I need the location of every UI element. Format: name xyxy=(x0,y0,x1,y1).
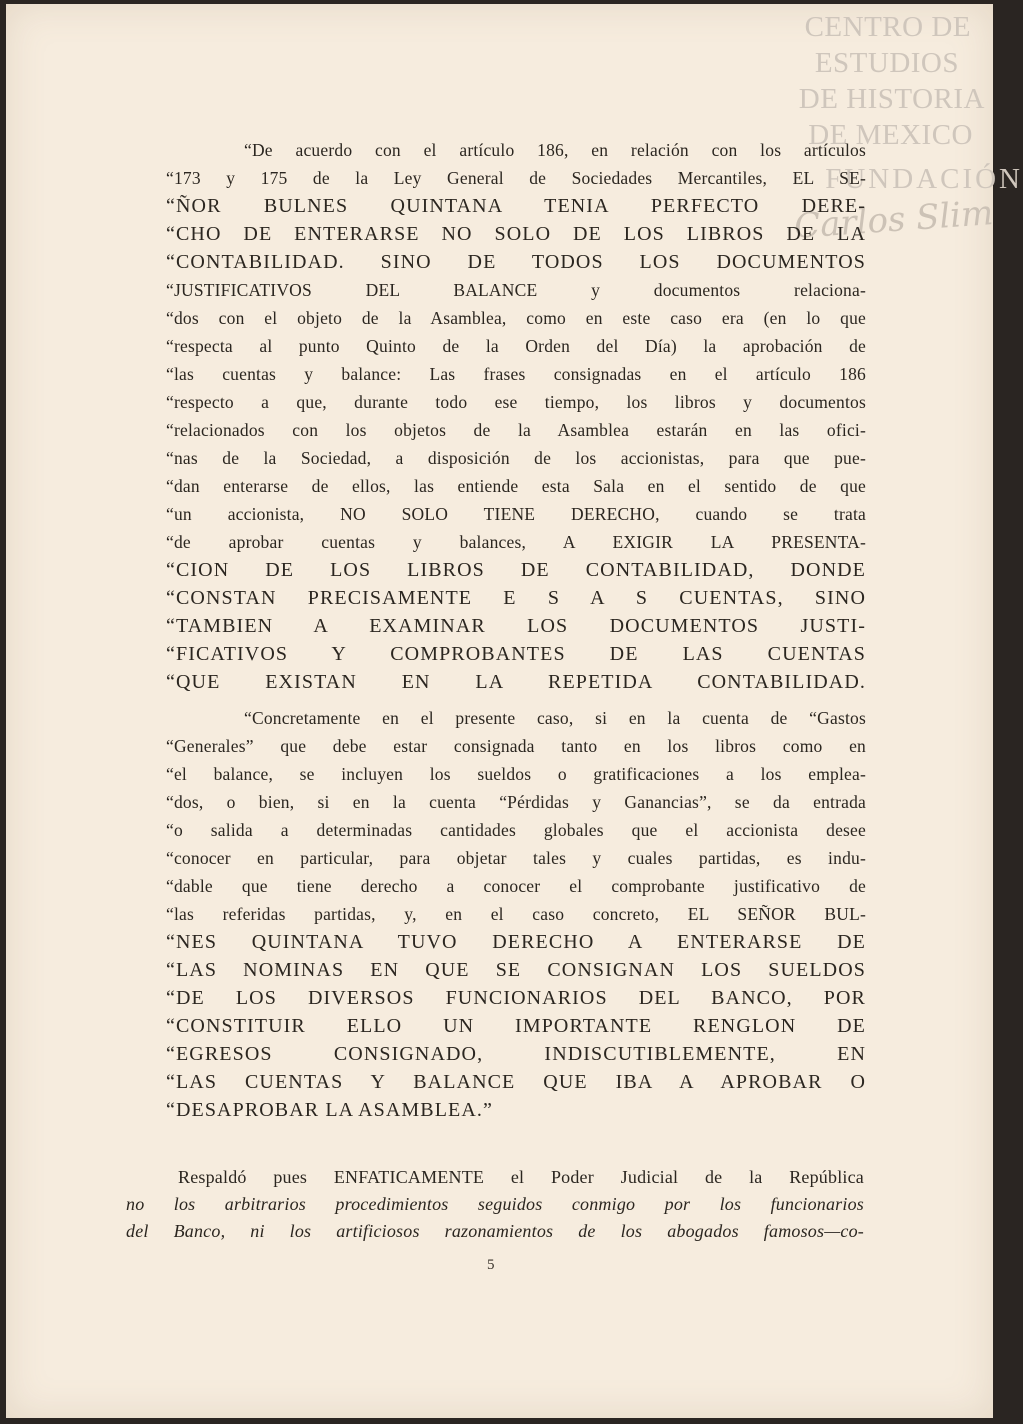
text-line: “LAS NOMINAS EN QUE SE CONSIGNAN LOS SUELDOS xyxy=(166,959,866,981)
text-line: “conocer en particular, para objetar tales y cuales partidas, es indu- xyxy=(166,848,866,868)
text-line: “relacionados con los objetos de la Asamblea estarán en las ofici- xyxy=(166,420,866,440)
text-line: “CONSTITUIR ELLO UN IMPORTANTE RENGLON DE xyxy=(166,1015,866,1037)
text-line: “QUE EXISTAN EN LA REPETIDA CONTABILIDAD. xyxy=(166,671,866,693)
text-line: “Generales” que debe estar consignada tanto en los libros como en xyxy=(166,736,866,756)
text-line: “respecta al punto Quinto de la Orden del Día) la aprobación de xyxy=(166,336,866,356)
text-line: “nas de la Sociedad, a disposición de los accionistas, para que pue- xyxy=(166,448,866,468)
text-line: “FICATIVOS Y COMPROBANTES DE LAS CUENTAS xyxy=(166,643,866,665)
text-line: “DE LOS DIVERSOS FUNCIONARIOS DEL BANCO, POR xyxy=(166,987,866,1009)
text-line: “CION DE LOS LIBROS DE CONTABILIDAD, DONDE xyxy=(166,559,866,581)
watermark-line: DE HISTORIA xyxy=(798,83,985,115)
text-line: “De acuerdo con el artículo 186, en relación con los artículos xyxy=(244,140,866,160)
text-line: no los arbitrarios procedimientos seguidos conmigo por los funcionarios xyxy=(126,1194,864,1214)
text-line: “JUSTIFICATIVOS DEL BALANCE y documentos relaciona- xyxy=(166,280,866,300)
text-line: “las referidas partidas, y, en el caso concreto, EL SEÑOR BUL- xyxy=(166,904,866,924)
text-line: “de aprobar cuentas y balances, A EXIGIR LA PRESENTA- xyxy=(166,532,866,552)
text-line: “dos con el objeto de la Asamblea, como en este caso era (en lo que xyxy=(166,308,866,328)
text-line: Respaldó pues ENFATICAMENTE el Poder Judicial de la República xyxy=(178,1167,864,1187)
text-line: “ÑOR BULNES QUINTANA TENIA PERFECTO DERE- xyxy=(166,195,866,217)
text-line: “dos, o bien, si en la cuenta “Pérdidas y Ganancias”, se da entrada xyxy=(166,792,866,812)
text-line: del Banco, ni los artificiosos razonamientos de los abogados famosos—co- xyxy=(126,1221,864,1241)
text-line: “respecto a que, durante todo ese tiempo, los libros y documentos xyxy=(166,392,866,412)
document-page xyxy=(6,4,1023,1418)
text-line: “un accionista, NO SOLO TIENE DERECHO, cuando se trata xyxy=(166,504,866,524)
text-line: “LAS CUENTAS Y BALANCE QUE IBA A APROBAR O xyxy=(166,1071,866,1093)
watermark-line: ESTUDIOS xyxy=(814,47,959,79)
page-number: 5 xyxy=(487,1257,495,1273)
text-line: “dable que tiene derecho a conocer el comprobante justificativo de xyxy=(166,876,866,896)
text-line: “DESAPROBAR LA ASAMBLEA.” xyxy=(166,1099,493,1121)
quote-block-2 xyxy=(166,704,866,1124)
text-line: “o salida a determinadas cantidades globales que el accionista desee xyxy=(166,820,866,840)
text-line: “EGRESOS CONSIGNADO, INDISCUTIBLEMENTE, EN xyxy=(166,1043,866,1065)
watermark-line: FUNDACIÓN xyxy=(825,163,1023,195)
text-line: “173 y 175 de la Ley General de Sociedades Mercantiles, EL SE- xyxy=(166,168,866,188)
text-line: “dan enterarse de ellos, las entiende esta Sala en el sentido de que xyxy=(166,476,866,496)
text-line: “CHO DE ENTERARSE NO SOLO DE LOS LIBROS DE LA xyxy=(166,223,866,245)
text-line: “el balance, se incluyen los sueldos o gratificaciones a los emplea- xyxy=(166,764,866,784)
watermark-signature: Carlos Slim xyxy=(792,193,995,247)
text-line: “CONSTAN PRECISAMENTE E S A S CUENTAS, SINO xyxy=(166,587,866,609)
quote-block-1 xyxy=(166,136,866,696)
watermark-line: DE MEXICO xyxy=(808,119,973,151)
watermark-line: CENTRO DE xyxy=(804,11,971,43)
text-line: “las cuentas y balance: Las frases consignadas en el artículo 186 xyxy=(166,364,866,384)
text-line: “TAMBIEN A EXAMINAR LOS DOCUMENTOS JUSTI- xyxy=(166,615,866,637)
text-line: “NES QUINTANA TUVO DERECHO A ENTERARSE DE xyxy=(166,931,866,953)
closing-paragraph xyxy=(126,1164,864,1245)
text-line: “CONTABILIDAD. SINO DE TODOS LOS DOCUMENTOS xyxy=(166,251,866,273)
text-line: “Concretamente en el presente caso, si en la cuenta de “Gastos xyxy=(244,708,866,728)
